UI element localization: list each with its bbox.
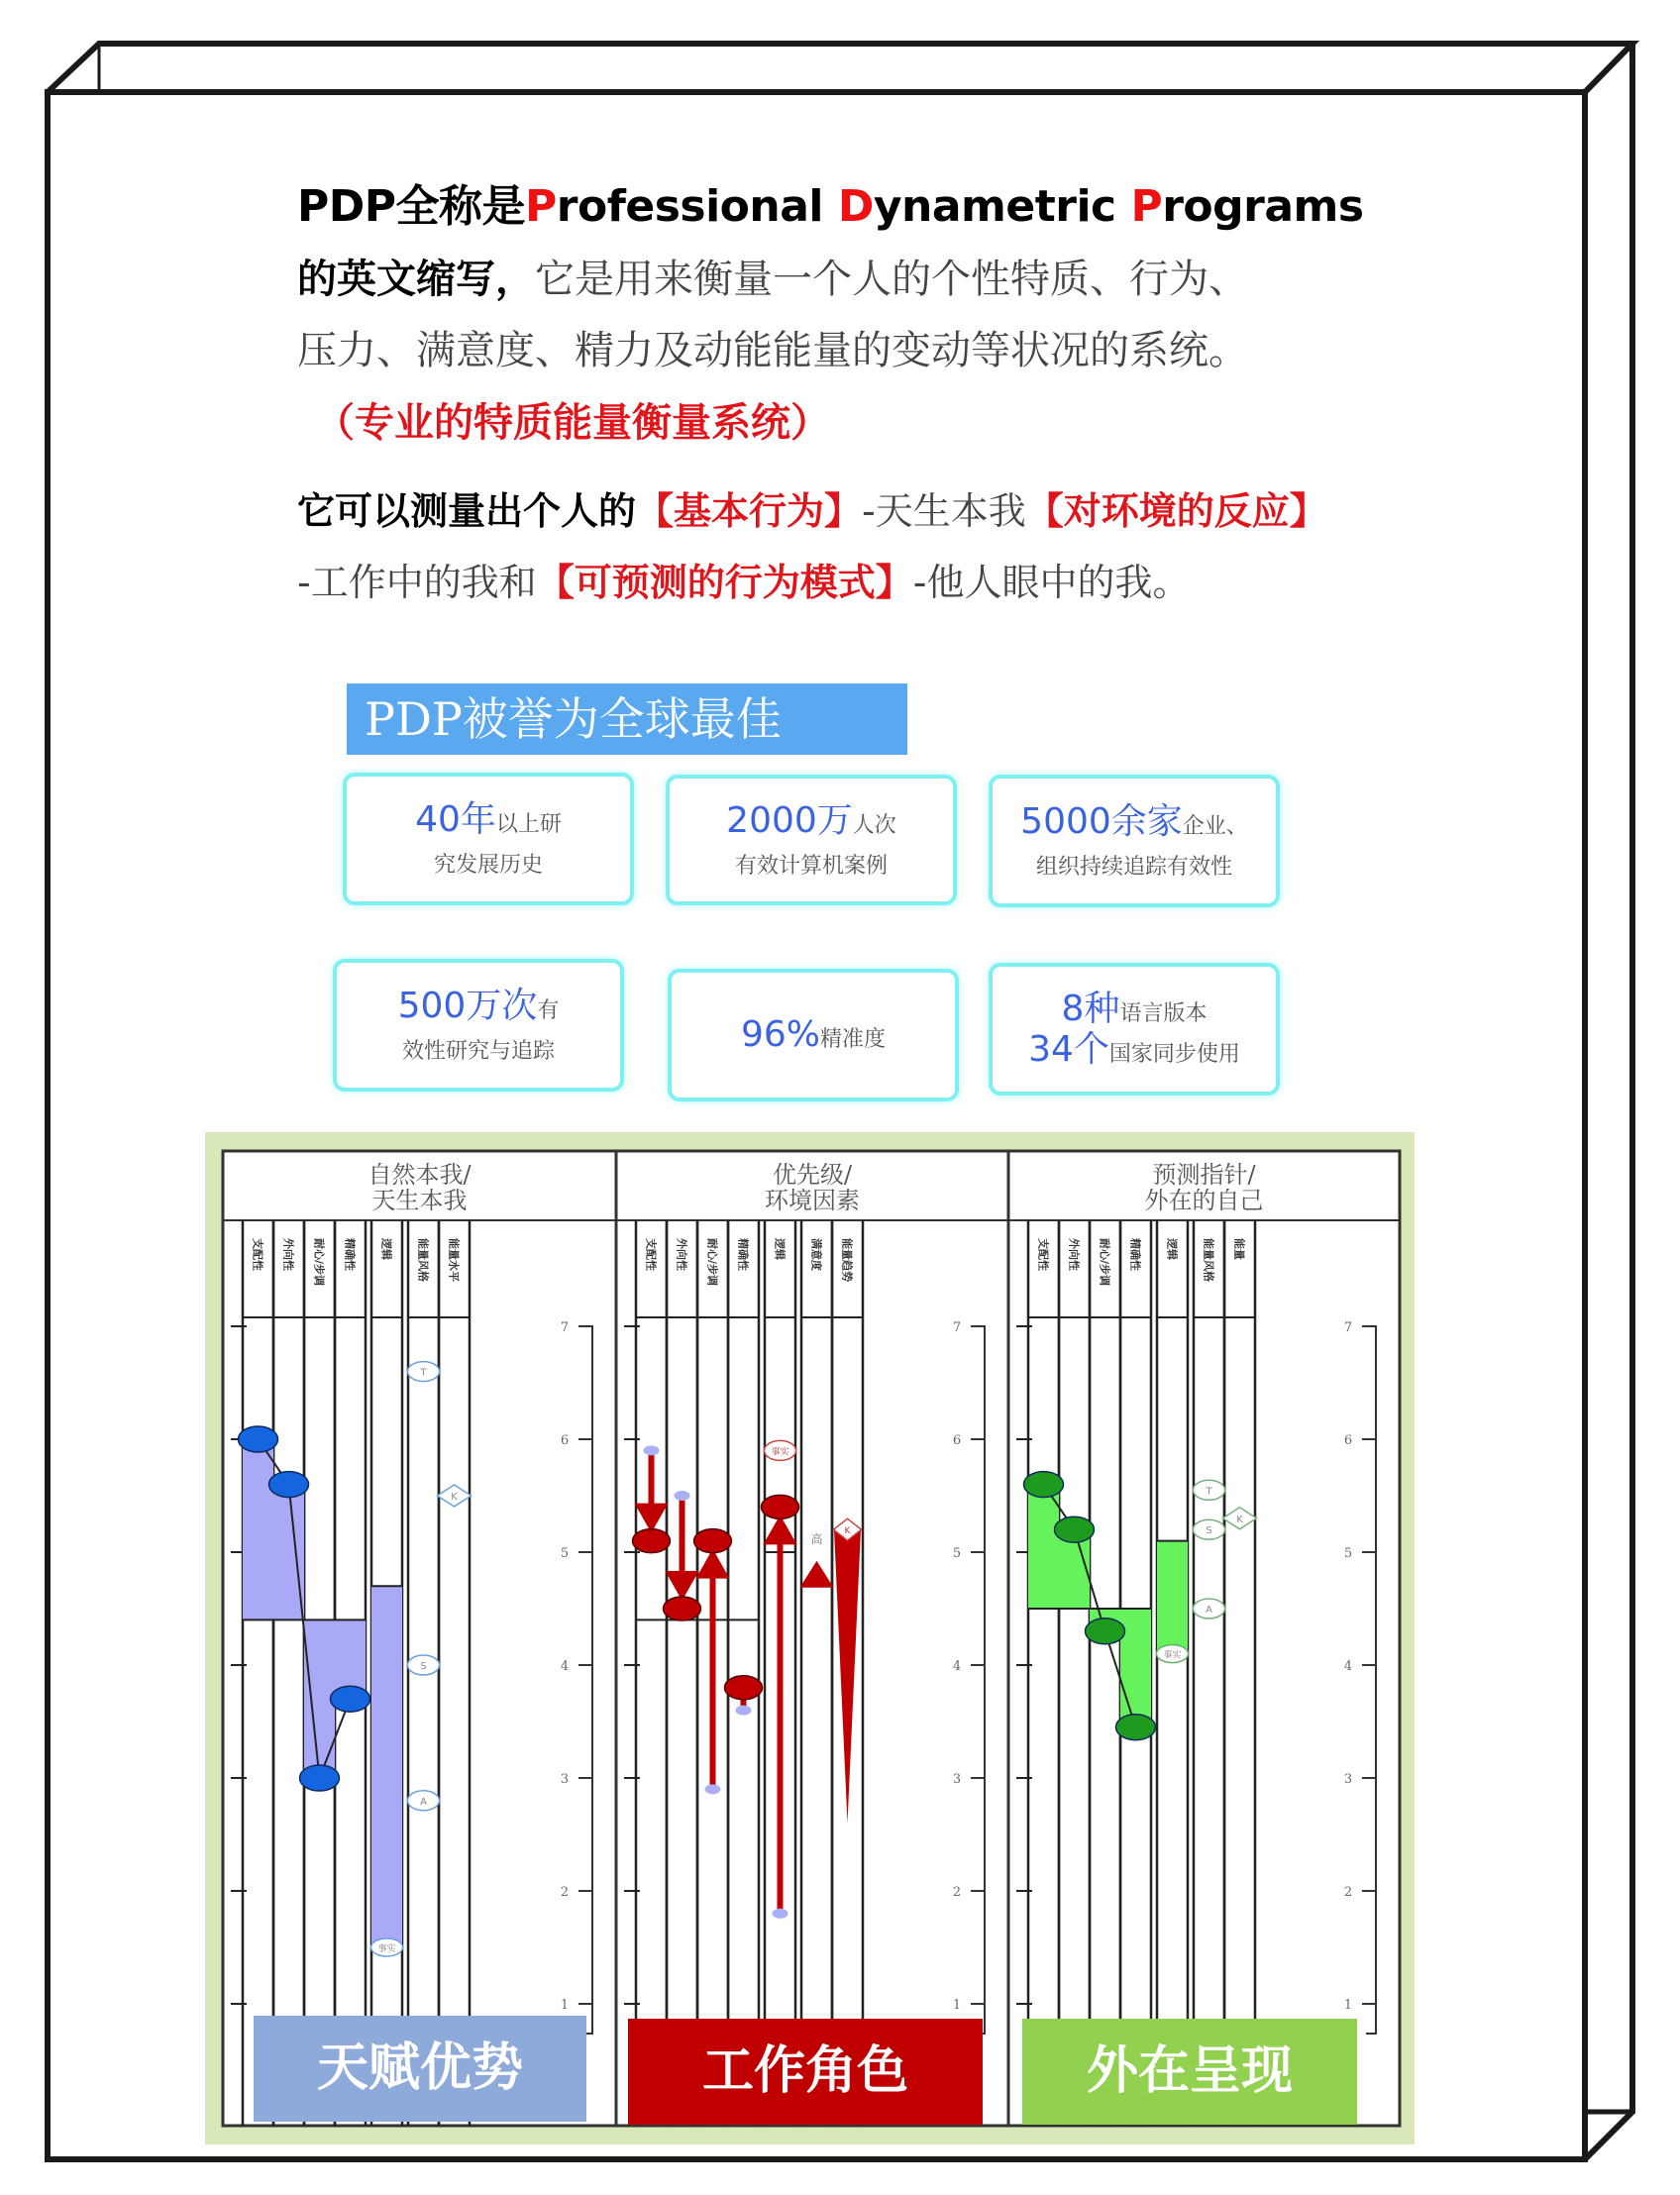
work-dot xyxy=(762,1495,799,1518)
svg-text:A: A xyxy=(420,1796,427,1808)
svg-text:6: 6 xyxy=(1343,1433,1353,1448)
svg-text:支配性: 支配性 xyxy=(1036,1238,1050,1271)
svg-text:6: 6 xyxy=(952,1433,962,1448)
svg-text:T: T xyxy=(1206,1486,1212,1498)
svg-text:外在的自己: 外在的自己 xyxy=(1144,1187,1264,1214)
svg-text:精确性: 精确性 xyxy=(1128,1238,1142,1271)
trait-dot xyxy=(269,1472,309,1498)
svg-text:事实: 事实 xyxy=(377,1944,396,1954)
svg-text:1: 1 xyxy=(1343,1998,1353,2013)
svg-text:5: 5 xyxy=(1343,1546,1353,1561)
intro-subtitle: （专业的特质能量衡量系统） xyxy=(315,400,830,446)
svg-text:事实: 事实 xyxy=(771,1447,789,1458)
trait-dot xyxy=(300,1765,340,1791)
svg-text:K: K xyxy=(1236,1514,1243,1525)
svg-text:6: 6 xyxy=(560,1433,570,1448)
svg-text:外向性: 外向性 xyxy=(1067,1238,1081,1271)
headline: PDP全称是Professional Dynametric Programs xyxy=(297,181,1364,232)
tag-work-role: 工作角色 xyxy=(628,2019,983,2125)
svg-text:外向性: 外向性 xyxy=(675,1238,688,1271)
svg-text:能量风格: 能量风格 xyxy=(416,1238,430,1282)
svg-text:S: S xyxy=(420,1661,427,1672)
svg-text:外向性: 外向性 xyxy=(281,1238,295,1271)
svg-text:逻辑: 逻辑 xyxy=(773,1238,787,1260)
trait-dot xyxy=(331,1686,370,1712)
svg-text:3: 3 xyxy=(952,1772,962,1787)
svg-text:3: 3 xyxy=(560,1772,570,1787)
svg-text:1: 1 xyxy=(952,1998,962,2013)
svg-text:支配性: 支配性 xyxy=(251,1238,264,1271)
svg-text:7: 7 xyxy=(1343,1320,1353,1335)
profile-panel-1 xyxy=(223,1151,616,2126)
svg-text:3: 3 xyxy=(1343,1772,1353,1787)
svg-text:5: 5 xyxy=(560,1546,570,1561)
svg-text:T: T xyxy=(420,1367,427,1379)
svg-text:能量: 能量 xyxy=(1232,1238,1246,1260)
trait-dot xyxy=(1024,1472,1064,1498)
svg-text:A: A xyxy=(1206,1605,1212,1616)
svg-text:环境因素: 环境因素 xyxy=(765,1187,860,1214)
svg-text:2: 2 xyxy=(952,1885,962,1900)
svg-text:7: 7 xyxy=(560,1320,570,1335)
tag-natural-strengths: 天赋优势 xyxy=(254,2016,586,2122)
svg-text:自然本我/: 自然本我/ xyxy=(368,1161,472,1189)
svg-text:耐心/步调: 耐心/步调 xyxy=(705,1238,719,1287)
work-dot xyxy=(664,1597,701,1620)
svg-text:能量趋势: 能量趋势 xyxy=(840,1238,854,1282)
svg-text:K: K xyxy=(844,1526,851,1537)
svg-text:逻辑: 逻辑 xyxy=(1165,1238,1179,1260)
svg-text:4: 4 xyxy=(1343,1659,1353,1674)
work-dot xyxy=(725,1676,763,1700)
stat-card-research: 500万次有 效性研究与追踪 xyxy=(333,959,624,1092)
stat-card-accuracy: 96%精准度 xyxy=(668,969,959,1101)
stat-card-enterprises: 5000余家企业、 组织持续追踪有效性 xyxy=(989,775,1280,907)
intro-line-2: 的英文缩写，它是用来衡量一个人的个性特质、行为、 xyxy=(297,257,1248,302)
svg-text:逻辑: 逻辑 xyxy=(379,1238,393,1260)
profile-panel-3 xyxy=(1008,1151,1400,2126)
svg-text:S: S xyxy=(1206,1525,1212,1537)
trait-dot xyxy=(1086,1619,1125,1644)
work-dot xyxy=(633,1529,671,1553)
svg-text:K: K xyxy=(451,1492,458,1503)
svg-text:支配性: 支配性 xyxy=(644,1238,658,1271)
work-dot xyxy=(694,1529,732,1553)
svg-text:耐心/步调: 耐心/步调 xyxy=(1098,1238,1111,1287)
svg-text:5: 5 xyxy=(952,1546,962,1561)
intro-line-5: 它可以测量出个人的【基本行为】-天生本我【对环境的反应】 xyxy=(297,489,1327,533)
svg-text:耐心/步调: 耐心/步调 xyxy=(312,1238,326,1287)
svg-text:4: 4 xyxy=(952,1659,962,1674)
svg-text:天生本我: 天生本我 xyxy=(371,1187,468,1214)
trait-dot xyxy=(1116,1715,1156,1740)
intro-line-3: 压力、满意度、精力及动能能量的变动等状况的系统。 xyxy=(297,328,1248,373)
svg-text:满意度: 满意度 xyxy=(809,1238,823,1271)
svg-text:4: 4 xyxy=(560,1659,570,1674)
svg-text:事实: 事实 xyxy=(1163,1650,1182,1661)
stat-card-cases: 2000万人次 有效计算机案例 xyxy=(666,775,957,905)
svg-text:预测指针/: 预测指针/ xyxy=(1152,1161,1256,1189)
trait-dot xyxy=(1055,1516,1095,1542)
intro-line-6: -工作中的我和【可预测的行为模式】-他人眼中的我。 xyxy=(297,561,1191,604)
tag-external-presentation: 外在呈现 xyxy=(1022,2019,1357,2125)
banner-title: PDP被誉为全球最佳 xyxy=(347,683,907,755)
svg-text:2: 2 xyxy=(560,1885,570,1900)
svg-text:7: 7 xyxy=(952,1320,962,1335)
stat-card-languages: 8种语言版本 34个国家同步使用 xyxy=(989,963,1280,1096)
stat-card-history: 40年以上研 究发展历史 xyxy=(343,773,634,905)
svg-text:2: 2 xyxy=(1343,1885,1353,1900)
profile-panel-2 xyxy=(616,1151,1008,2126)
profile-charts-svg xyxy=(205,1132,1415,2144)
svg-text:精确性: 精确性 xyxy=(736,1238,750,1271)
svg-text:优先级/: 优先级/ xyxy=(772,1161,853,1189)
svg-text:能量风格: 能量风格 xyxy=(1202,1238,1215,1282)
svg-text:1: 1 xyxy=(560,1998,570,2013)
svg-text:能量水平: 能量水平 xyxy=(447,1238,461,1282)
svg-text:高: 高 xyxy=(810,1531,823,1546)
trait-dot xyxy=(239,1426,278,1452)
svg-text:精确性: 精确性 xyxy=(343,1238,357,1271)
pdp-profile-charts xyxy=(205,1132,1415,2144)
